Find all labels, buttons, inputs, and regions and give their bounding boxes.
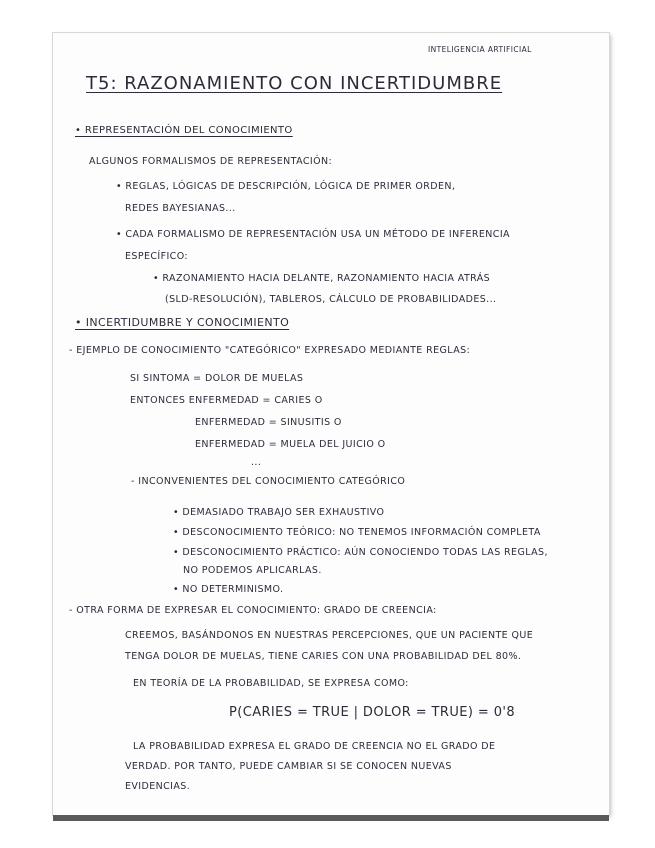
closing-line-3: EVIDENCIAS. bbox=[125, 781, 191, 792]
rule-then: ENTONCES ENFERMEDAD = CARIES O bbox=[130, 395, 323, 406]
example-intro: - EJEMPLO DE CONOCIMIENTO "CATEGÓRICO" EXPRESADO MEDIANTE REGLAS: bbox=[69, 345, 471, 356]
drawback-1: • DEMASIADO TRABAJO SER EXHAUSTIVO bbox=[173, 507, 385, 518]
rule-if: SI SINTOMA = DOLOR DE MUELAS bbox=[130, 373, 304, 384]
drawback-4: • NO DETERMINISMO. bbox=[173, 584, 284, 595]
belief-line-1: CREEMOS, BASÁNDONOS EN NUESTRAS PERCEPCIONES, QUE UN PACIENTE QUE bbox=[125, 630, 534, 641]
rule-ellipsis: ... bbox=[251, 457, 262, 468]
bullet-inference-line-cont: ESPECÍFICO: bbox=[125, 251, 189, 262]
rule-or-1: ENFERMEDAD = SINUSITIS O bbox=[195, 417, 342, 428]
bullet-inference-line: • CADA FORMALISMO DE REPRESENTACIÓN USA UN MÉTODO DE INFERENCIA bbox=[116, 229, 510, 240]
bullet-formalisms-line: • REGLAS, LÓGICAS DE DESCRIPCIÓN, LÓGICA DE PRIMER ORDEN, bbox=[116, 181, 456, 192]
section-heading-uncertainty: • INCERTIDUMBRE Y CONOCIMIENTO bbox=[75, 316, 290, 329]
sub-bullet-methods: • RAZONAMIENTO HACIA DELANTE, RAZONAMIENTO HACIA ATRÁS bbox=[153, 273, 491, 284]
drawback-3: • DESCONOCIMIENTO PRÁCTICO: AÚN CONOCIENDO TODAS LAS REGLAS, bbox=[173, 547, 548, 558]
drawback-2: • DESCONOCIMIENTO TEÓRICO: NO TENEMOS INFORMACIÓN COMPLETA bbox=[173, 527, 541, 538]
notebook-page bbox=[53, 33, 609, 815]
belief-intro: - OTRA FORMA DE EXPRESAR EL CONOCIMIENTO: GRADO DE CREENCIA: bbox=[69, 605, 437, 616]
bullet-formalisms-line-cont: REDES BAYESIANAS... bbox=[125, 203, 236, 214]
rule-or-2: ENFERMEDAD = MUELA DEL JUICIO O bbox=[195, 439, 386, 450]
section-heading-representation: • REPRESENTACIÓN DEL CONOCIMIENTO bbox=[75, 125, 293, 136]
belief-line-2: TENGA DOLOR DE MUELAS, TIENE CARIES CON UNA PROBABILIDAD DEL 80%. bbox=[125, 651, 522, 662]
drawbacks-heading: - INCONVENIENTES DEL CONOCIMIENTO CATEGÓRICO bbox=[131, 476, 406, 487]
course-label: INTELIGENCIA ARTIFICIAL bbox=[428, 45, 532, 54]
drawback-3-cont: NO PODEMOS APLICARLAS. bbox=[183, 565, 322, 576]
page-title: T5: RAZONAMIENTO CON INCERTIDUMBRE bbox=[86, 73, 503, 94]
closing-line-2: VERDAD. POR TANTO, PUEDE CAMBIAR SI SE CONOCEN NUEVAS bbox=[125, 761, 452, 772]
probability-formula: P(CARIES = TRUE | DOLOR = TRUE) = 0'8 bbox=[229, 705, 516, 720]
belief-line-3: EN TEORÍA DE LA PROBABILIDAD, SE EXPRESA COMO: bbox=[133, 678, 409, 689]
closing-line-1: LA PROBABILIDAD EXPRESA EL GRADO DE CREENCIA NO EL GRADO DE bbox=[133, 741, 496, 752]
intro-line: ALGUNOS FORMALISMOS DE REPRESENTACIÓN: bbox=[89, 156, 333, 167]
sub-bullet-methods-cont: (SLD-RESOLUCIÓN), TABLEROS, CÁLCULO DE PROBABILIDADES... bbox=[165, 294, 497, 305]
